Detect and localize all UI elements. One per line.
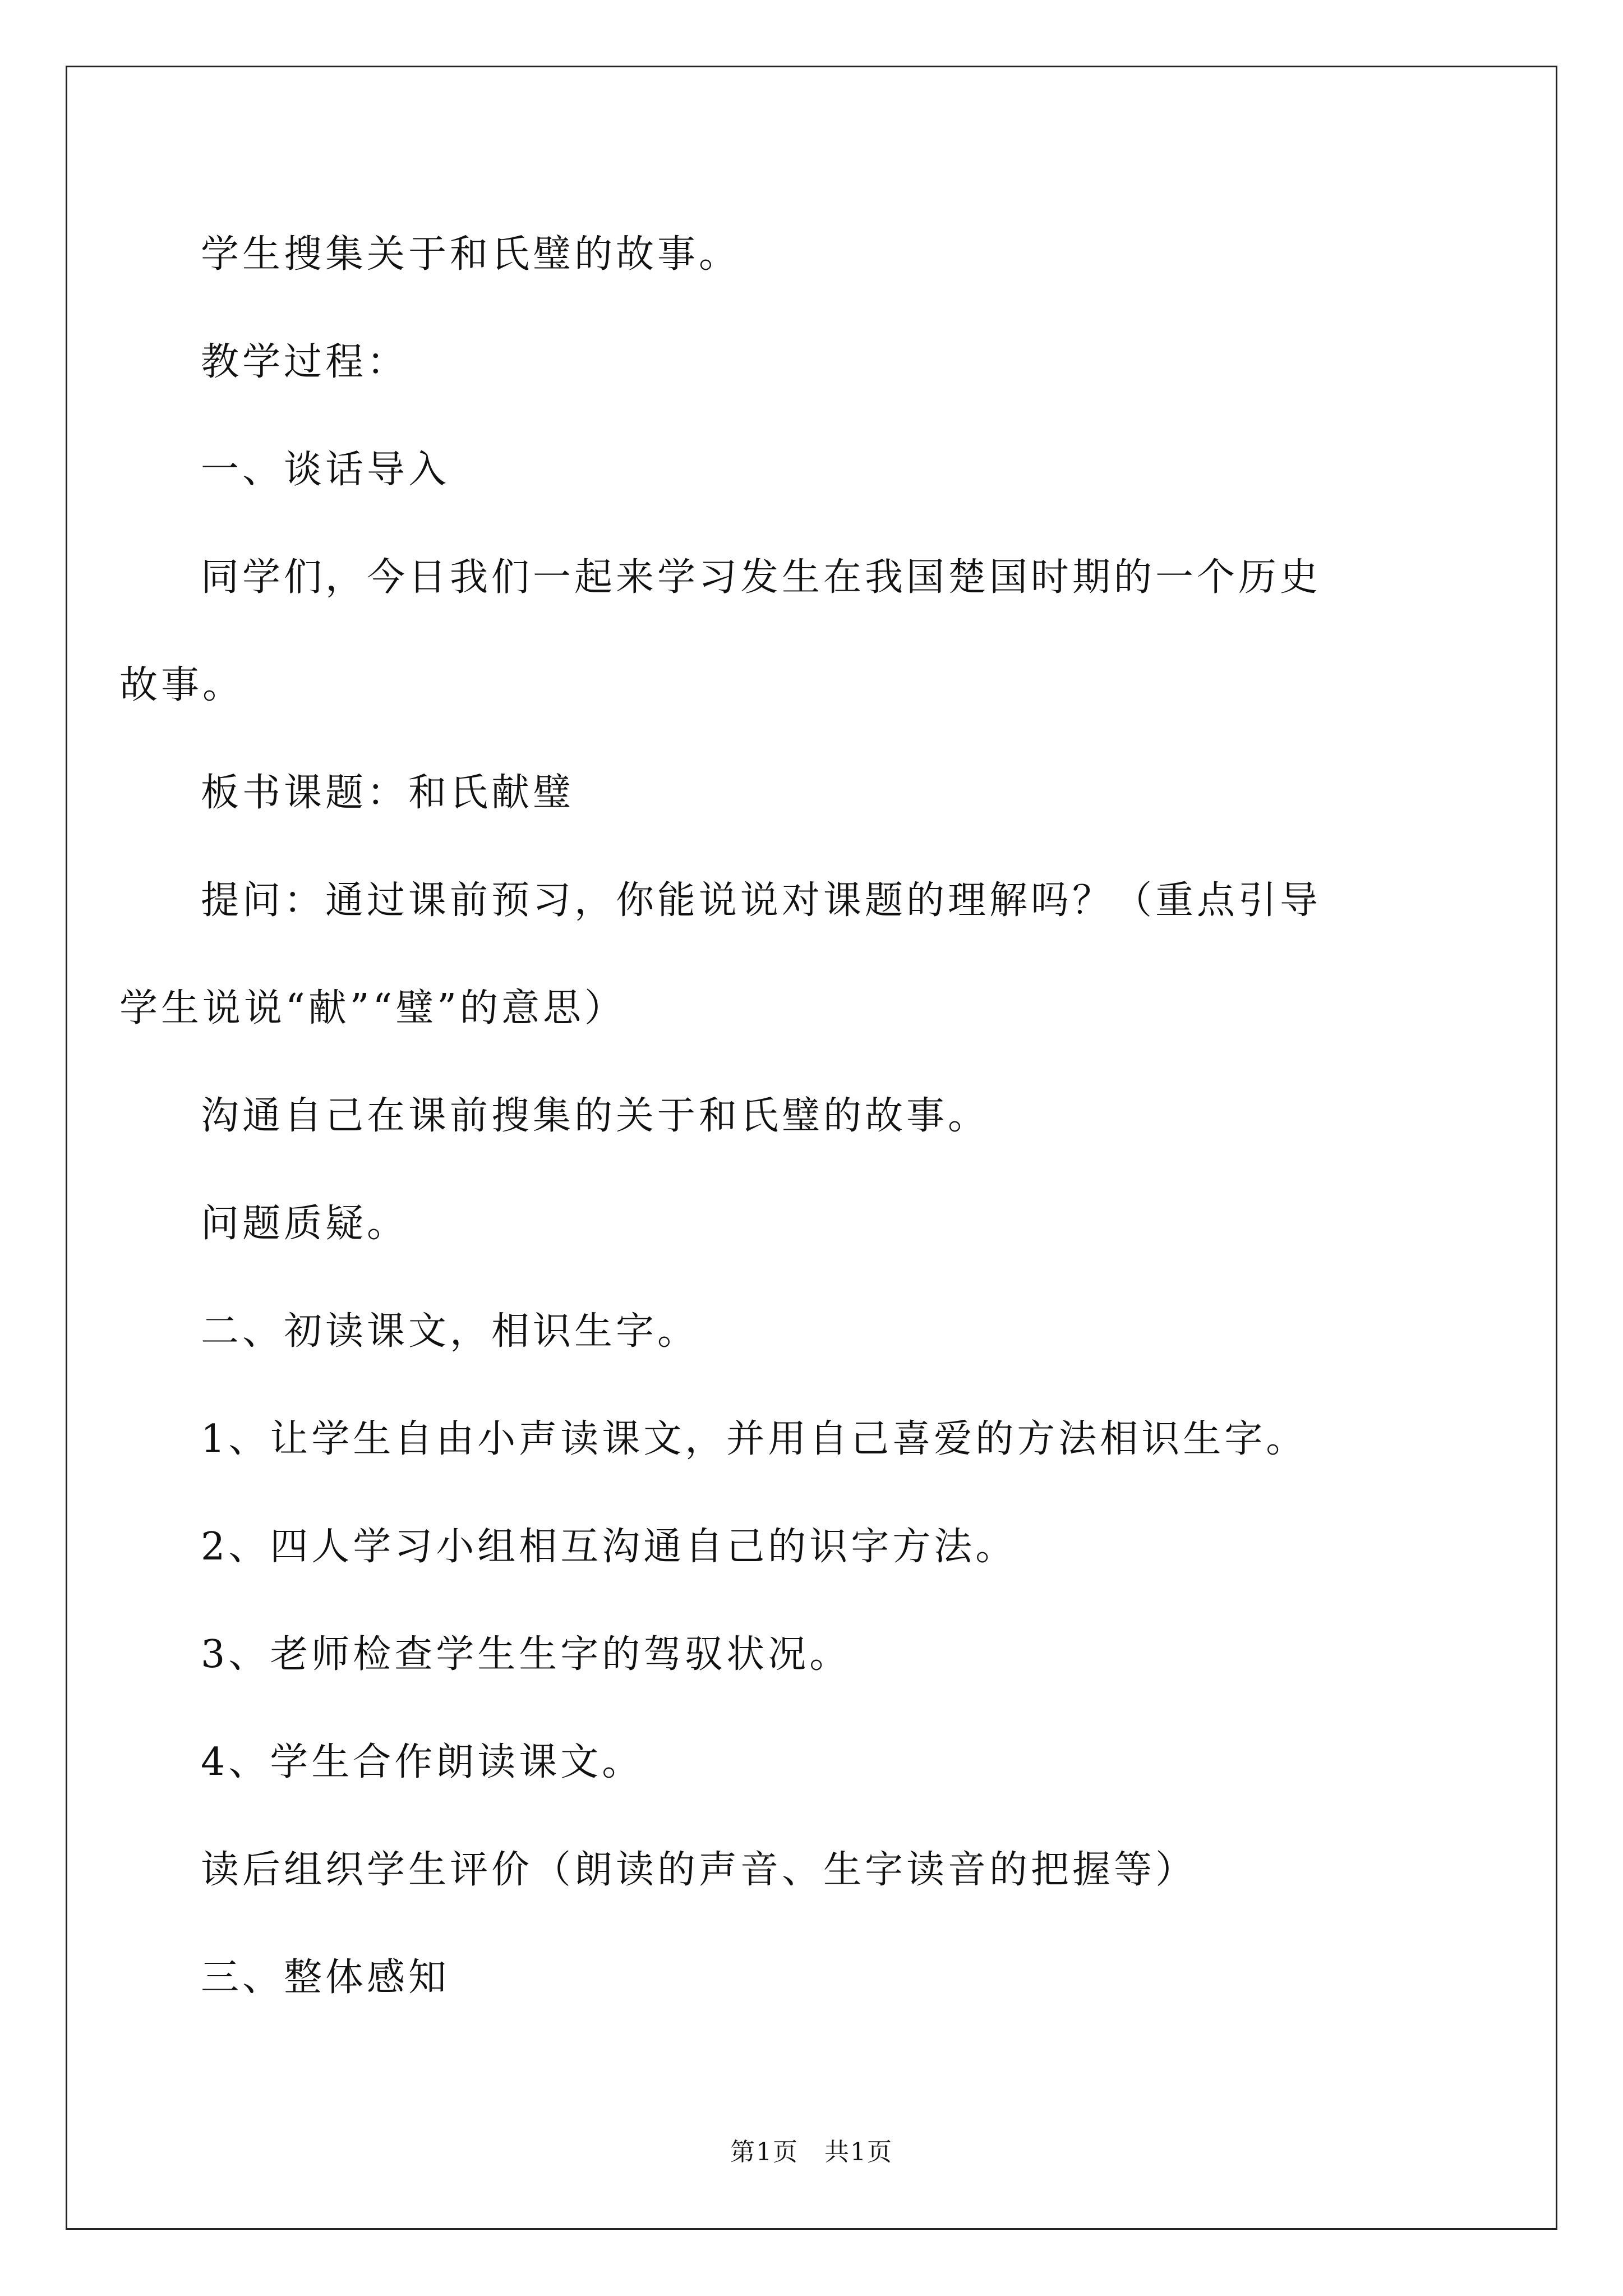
paragraph-7: 沟通自己在课前搜集的关于和氏璧的故事。 <box>201 1094 990 1138</box>
paragraph-9: 二、初读课文，相识生字。 <box>201 1309 699 1354</box>
paragraph-3: 一、谈话导入 <box>201 448 450 492</box>
paragraph-15: 三、整体感知 <box>201 1955 450 2000</box>
page-footer: 第1页 共1页 <box>730 2138 893 2166</box>
paragraph-14: 读后组织学生评价（朗读的声音、生字读音的把握等） <box>201 1848 1197 1892</box>
paragraph-10: 1、让学生自由小声读课文，并用自己喜爱的方法相识生字。 <box>201 1417 1308 1461</box>
paragraph-2: 教学过程： <box>201 340 409 384</box>
paragraph-1: 学生搜集关于和氏璧的故事。 <box>201 232 741 277</box>
paragraph-13: 4、学生合作朗读课文。 <box>201 1740 644 1784</box>
paragraph-12: 3、老师检查学生生字的驾驭状况。 <box>201 1632 851 1677</box>
paragraph-5: 板书课题：和氏献璧 <box>201 771 575 815</box>
paragraph-8: 问题质疑。 <box>201 1202 409 1246</box>
paragraph-4: 同学们，今日我们一起来学习发生在我国楚国时期的一个历史故事。 <box>119 555 1322 707</box>
paragraph-11: 2、四人学习小组相互沟通自己的识字方法。 <box>201 1525 1017 1569</box>
paragraph-6: 提问：通过课前预习，你能说说对课题的理解吗？（重点引导学生说说“献”“璧”的意思） <box>119 878 1322 1030</box>
